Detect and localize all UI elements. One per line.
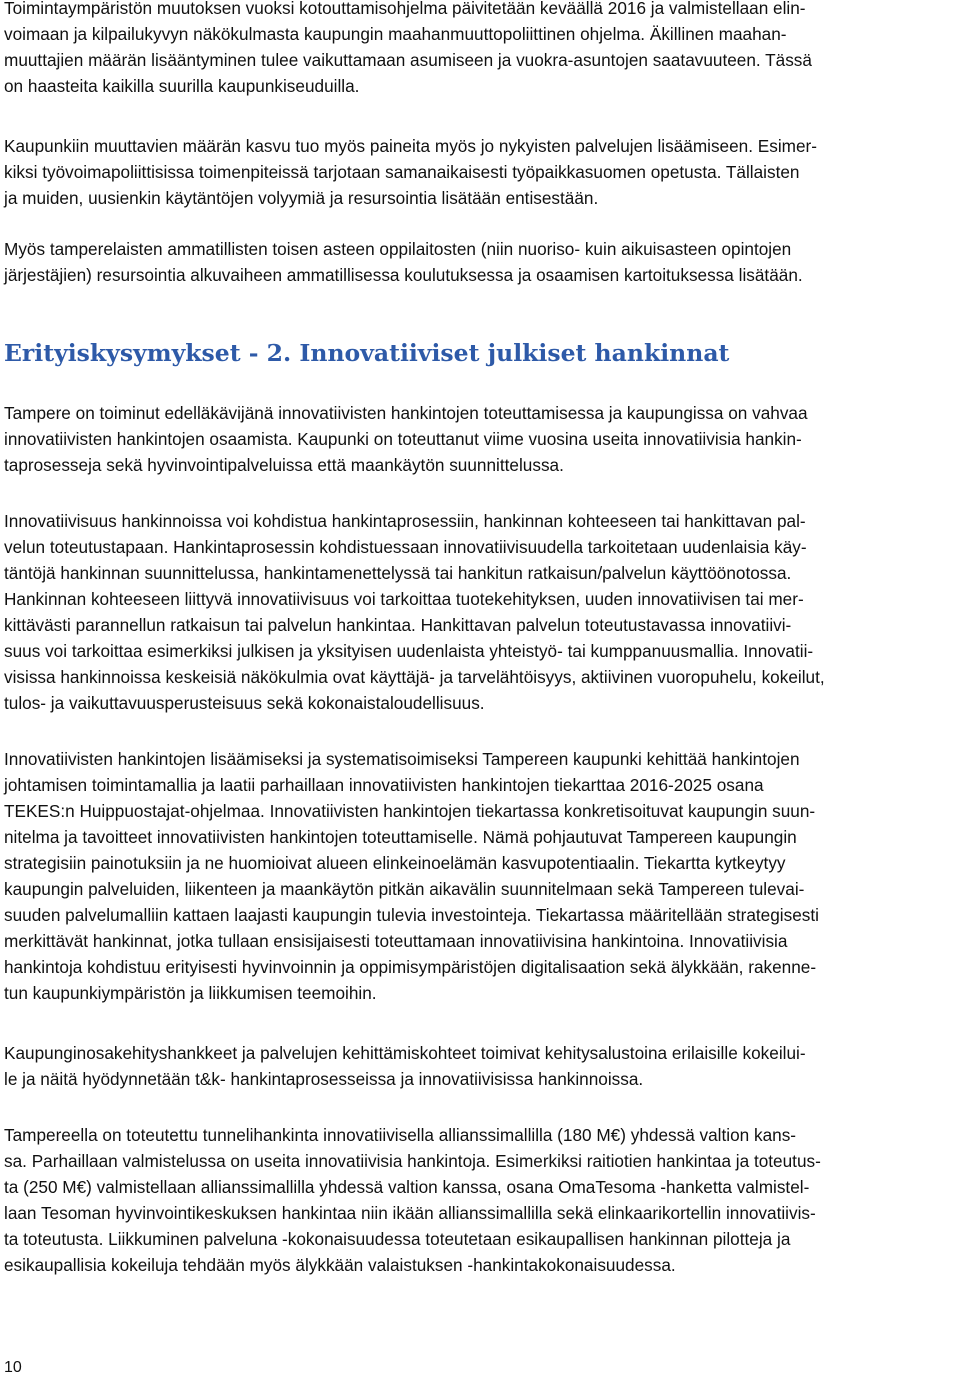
text-line: Toimintaympäristön muutoksen vuoksi kotouttamisohjelma päivitetään keväällä 2016 ja valmistellaan elin- bbox=[4, 0, 806, 18]
text-line: Tampereella on toteutettu tunnelihankinta innovatiivisella allianssimallilla (180 M€) yhdessä valtion kans- bbox=[4, 1125, 797, 1145]
text-line: TEKES:n Huippuostajat-ohjelmaa. Innovatiivisten hankintojen tiekartassa konkretisoituvat kaupungin suun- bbox=[4, 801, 816, 821]
text-line: merkittävät hankinnat, jotka tullaan ensisijaisesti toteuttamaan innovatiivisina hankintoina. Innovatiivisia bbox=[4, 931, 788, 951]
text-line: esikaupallisia kokeiluja tehdään myös älykkään valaistuksen -hankintakokonaisuudessa. bbox=[4, 1255, 676, 1275]
text-line: tun kaupunkiympäristön ja liikkumisen teemoihin. bbox=[4, 983, 377, 1003]
text-line: voimaan ja kilpailukyvyn näkökulmasta kaupungin maahanmuuttopoliittinen ohjelma. Äkillinen maahan- bbox=[4, 24, 787, 44]
text-line: täntöjä hankinnan suunnittelussa, hankintamenettelyssä tai hankitun ratkaisun/palvelun käyttöönotossa. bbox=[4, 563, 792, 583]
text-line: ja muiden, uusienkin käytäntöjen volyymiä ja resursointia lisätään entisestään. bbox=[4, 188, 599, 208]
text-line: velun toteutustapaan. Hankintaprosessin kohdistuessaan innovatiivisuudella tarkoitetaan uudenlaisia käy- bbox=[4, 537, 807, 557]
text-line: on haasteita kaikilla suurilla kaupunkiseuduilla. bbox=[4, 76, 360, 96]
text-line: suuden palvelumalliin kattaen laajasti kaupungin tulevia investointeja. Tiekartassa määritellään strategisesti bbox=[4, 905, 819, 925]
text-line: Innovatiivisuus hankinnoissa voi kohdistua hankintaprosessiin, hankinnan kohteeseen tai hankittavan pal- bbox=[4, 511, 806, 531]
text-line: innovatiivisten hankintojen osaamista. Kaupunki on toteuttanut viime vuosina useita innovatiivisia hankin- bbox=[4, 429, 802, 449]
text-line: Kaupunginosakehityshankkeet ja palvelujen kehittämiskohteet toimivat kehitysalustoina erilaisille kokeilui- bbox=[4, 1043, 806, 1063]
text-line: Innovatiivisten hankintojen lisäämiseksi ja systematisoimiseksi Tampereen kaupunki kehittää hankintojen bbox=[4, 749, 800, 769]
text-line: sa. Parhaillaan valmistelussa on useita innovatiivisia hankintoja. Esimerkiksi raitiotien hankintaa ja toteutus- bbox=[4, 1151, 821, 1171]
text-line: Tampere on toiminut edelläkävijänä innovatiivisten hankintojen toteuttamisessa ja kaupungissa on vahvaa bbox=[4, 403, 808, 423]
text-line: kiksi työvoimapoliittisissa toimenpiteissä tarjotaan samanaikaisesti työpaikkasuomen opetusta. Tällaisten bbox=[4, 162, 800, 182]
text-line: visissa hankinnoissa keskeisiä näkökulmia ovat käyttäjä- ja tarvelähtöisyys, aktiivinen vuoropuhelu, kokeilut, bbox=[4, 667, 825, 687]
text-line: Myös tamperelaisten ammatillisten toisen asteen oppilaitosten (niin nuoriso- kuin aikuisasteen opintojen bbox=[4, 239, 792, 259]
text-line: taprosesseja sekä hyvinvointipalveluissa että maankäytön suunnittelussa. bbox=[4, 455, 564, 475]
text-line: hankintoja kohdistuu erityisesti hyvinvoinnin ja oppimisympäristöjen digitalisaation sekä älykkään, rakenne- bbox=[4, 957, 817, 977]
section-heading: Erityiskysymykset - 2. Innovatiiviset julkiset hankinnat bbox=[4, 339, 730, 367]
text-line: kittävästi parannellun ratkaisun tai palvelun hankintaa. Hankittavan palvelun toteutustavassa innovatiivi- bbox=[4, 615, 792, 635]
text-line: kaupungin palveluiden, liikenteen ja maankäytön pitkän aikavälin suunnitelmaan sekä Tampereen tulevai- bbox=[4, 879, 805, 899]
text-line: ta toteutusta. Liikkuminen palveluna -kokonaisuudessa toteutetaan esikaupallisen hankinnan pilotteja ja bbox=[4, 1229, 791, 1249]
text-line: järjestäjien) resursointia alkuvaiheen ammatillisessa koulutuksessa ja osaamisen kartoituksessa lisätään. bbox=[4, 265, 803, 285]
text-line: Hankinnan kohteeseen liittyvä innovatiivisuus voi tarkoittaa tuotekehityksen, uuden innovatiivisen tai mer- bbox=[4, 589, 804, 609]
text-line: suus voi tarkoittaa esimerkiksi julkisen ja yksityisen uudenlaista yhteistyö- tai kumppanuusmallia. Innovatii- bbox=[4, 641, 814, 661]
text-line: nitelma ja tavoitteet innovatiivisten hankintojen toteuttamiselle. Nämä pohjautuvat Tampereen kaupungin bbox=[4, 827, 797, 847]
text-line: Kaupunkiin muuttavien määrän kasvu tuo myös paineita myös jo nykyisten palvelujen lisäämiseen. Esimer- bbox=[4, 136, 817, 156]
page-number: 10 bbox=[4, 1359, 22, 1376]
text-line: muuttajien määrän lisääntyminen tulee vaikuttamaan asumiseen ja vuokra-asuntojen saatavuuteen. Tässä bbox=[4, 50, 812, 70]
text-line: laan Tesoman hyvinvointikeskuksen hankintaa niin ikään allianssimallilla sekä elinkaarikortellin innovatiivis- bbox=[4, 1203, 816, 1223]
text-line: strategisiin painotuksiin ja ne huomioivat alueen elinkeinoelämän kasvupotentiaalin. Tiekartta kytkeytyy bbox=[4, 853, 786, 873]
text-line: ta (250 M€) valmistellaan allianssimallilla yhdessä valtion kanssa, osana OmaTesoma -hanketta valmistel- bbox=[4, 1177, 810, 1197]
text-line: tulos- ja vaikuttavuusperusteisuus sekä kokonaistaloudellisuus. bbox=[4, 693, 485, 713]
text-line: le ja näitä hyödynnetään t&k- hankintaprosesseissa ja innovatiivisissa hankinnoissa. bbox=[4, 1069, 644, 1089]
text-line: johtamisen toimintamallia ja laatii parhaillaan innovatiivisten hankintojen tiekarttaa 2016-2025 osana bbox=[4, 775, 764, 795]
